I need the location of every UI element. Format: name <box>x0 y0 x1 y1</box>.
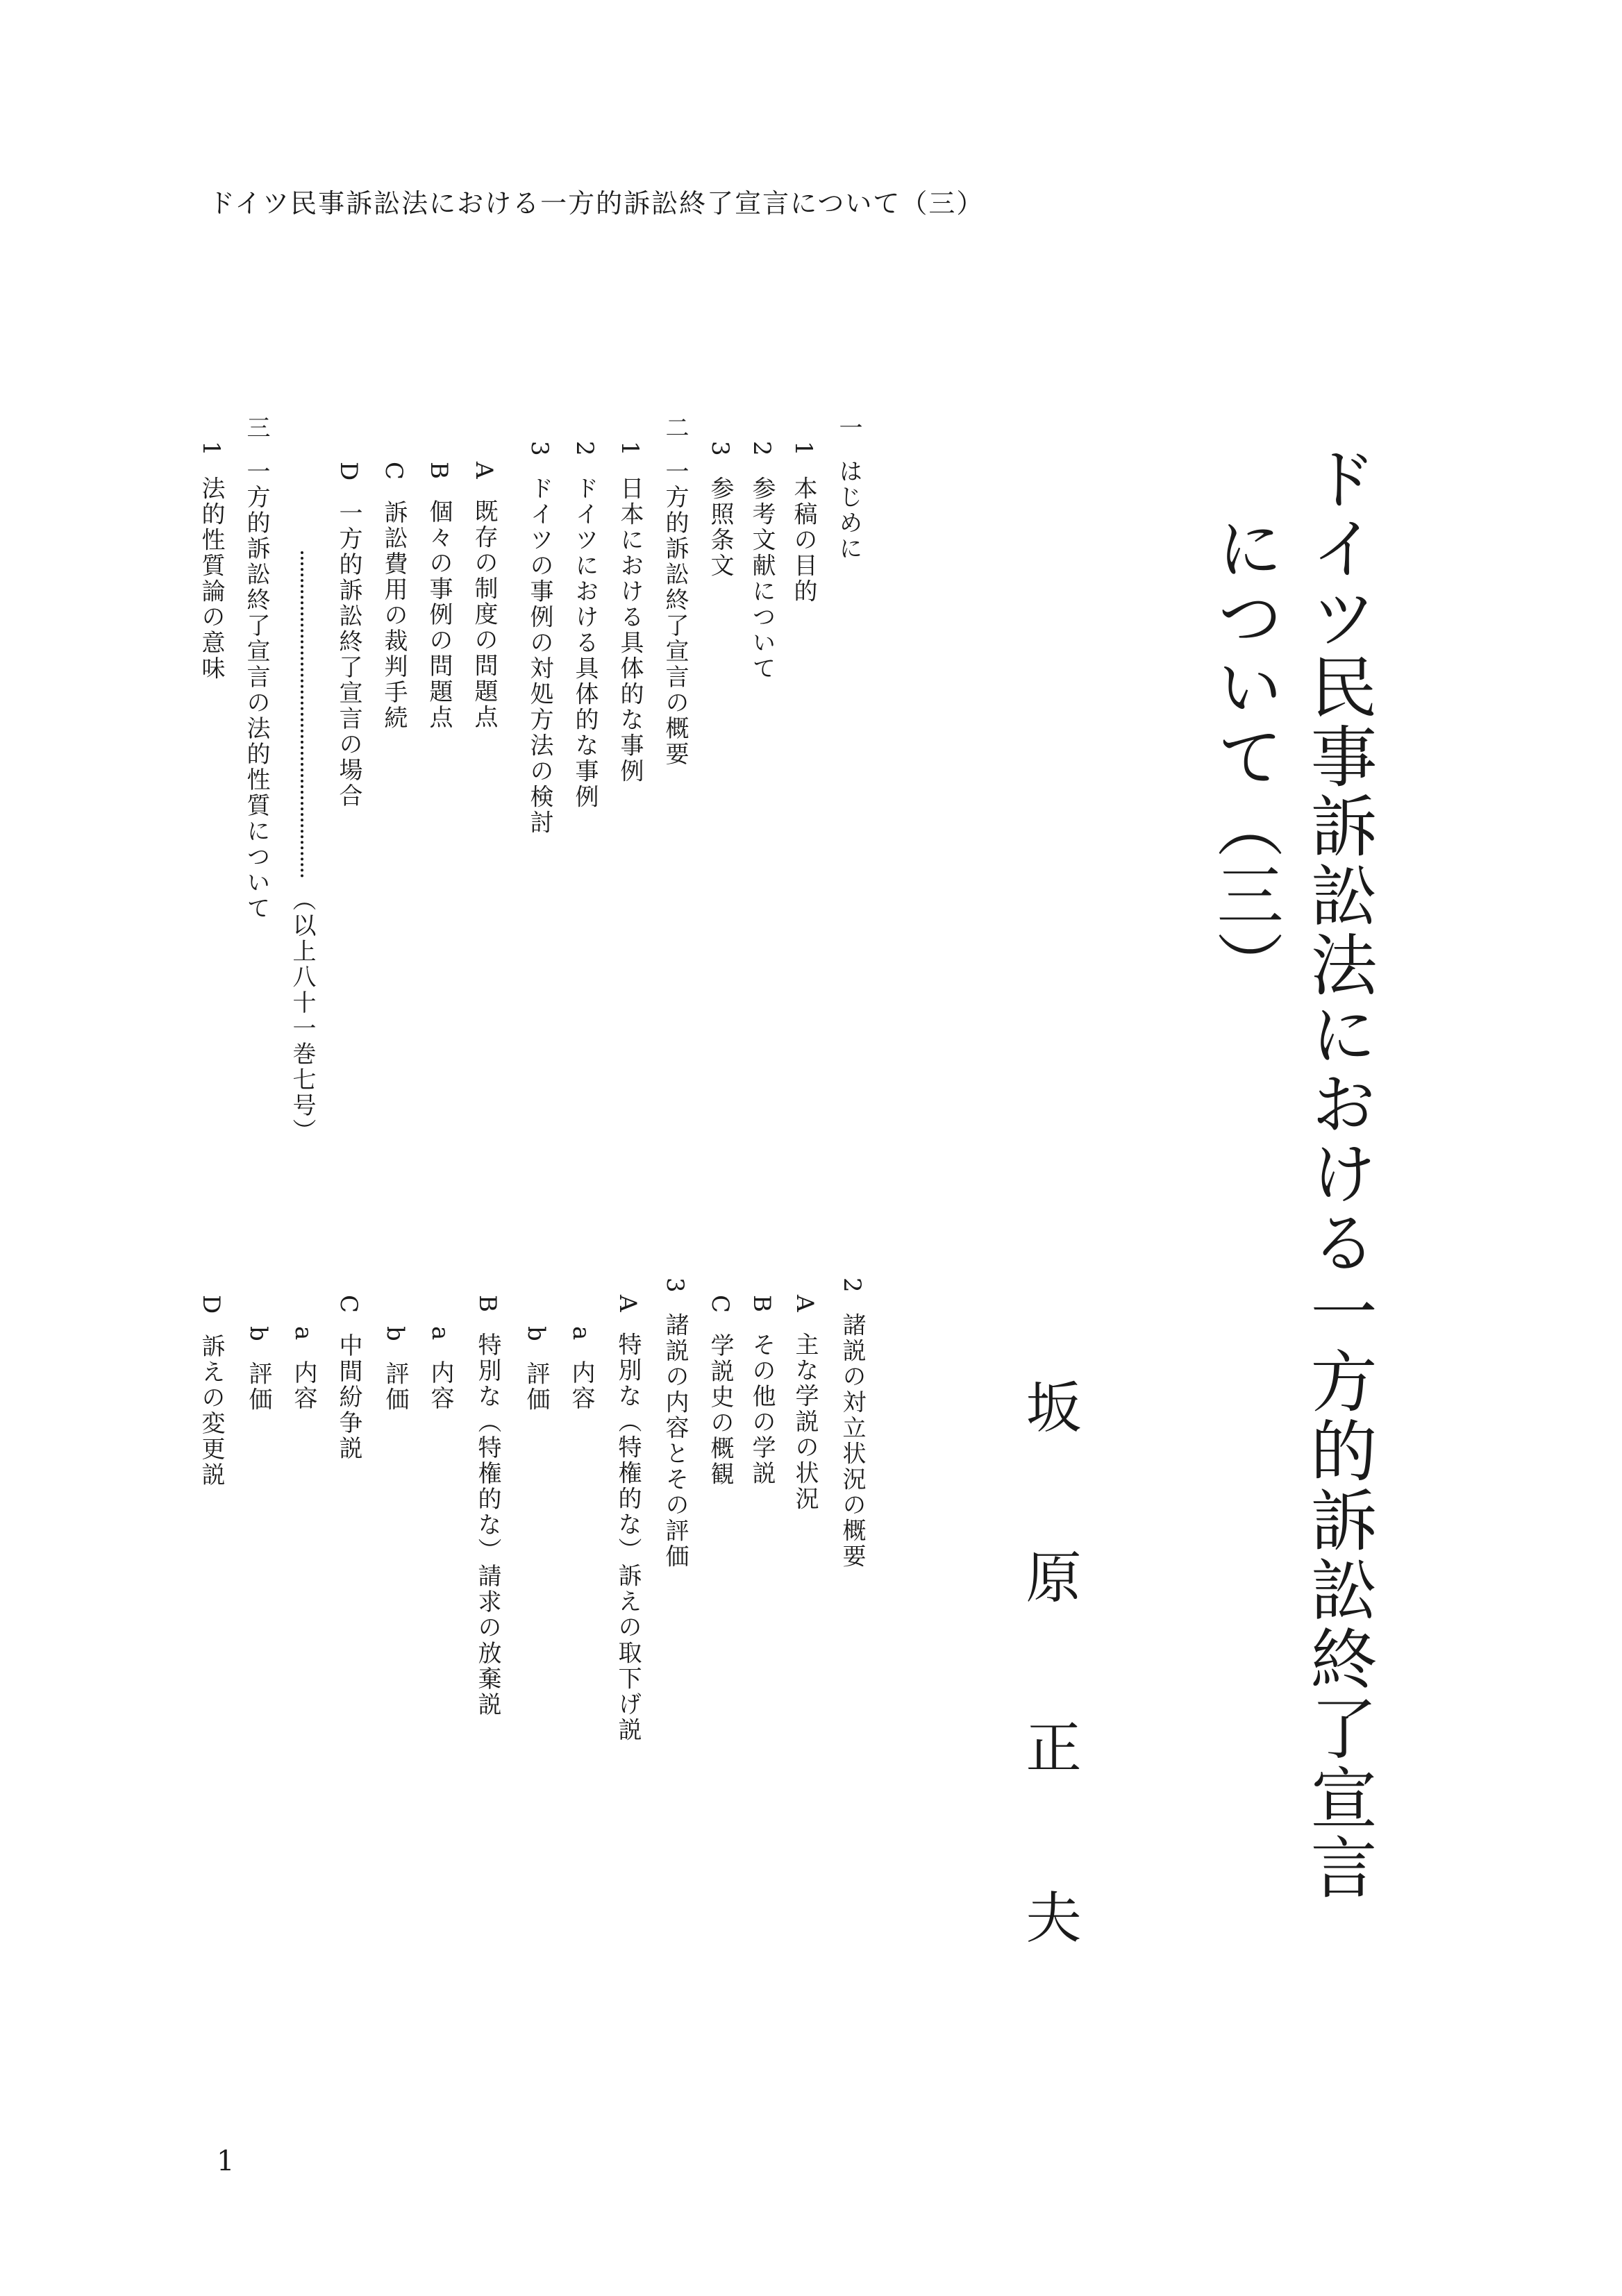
toc-entry-number: 1 <box>616 441 644 458</box>
toc-entry <box>793 1295 817 1512</box>
toc-entry <box>663 415 687 767</box>
toc-entry-label: 一方的訴訟終了宣言の場合 <box>335 501 362 810</box>
toc-entry-number: A <box>614 1295 642 1314</box>
toc-entry-number: 3 <box>661 1277 689 1295</box>
toc-entry <box>708 441 732 579</box>
toc-entry-label: 評価 <box>244 1361 272 1413</box>
toc-entry-number: 三 <box>242 415 270 441</box>
toc-entry <box>837 415 860 562</box>
toc-entry-label: 評価 <box>522 1361 550 1413</box>
toc-entry-number: D <box>335 462 362 483</box>
toc-entry <box>476 1295 499 1718</box>
toc-entry-label: 中間紛争説 <box>335 1333 362 1462</box>
toc-entry <box>292 1326 315 1411</box>
toc-entry-label: はじめに <box>835 459 862 562</box>
toc-entry-number: 二 <box>661 415 689 441</box>
toc-entry-label: ドイツの事例の対処方法の検討 <box>526 476 553 836</box>
toc-entry <box>337 1295 360 1461</box>
toc-entry-label: 既存の制度の問題点 <box>470 498 498 730</box>
toc-entry <box>428 1326 452 1411</box>
toc-entry <box>244 415 268 921</box>
toc-entry <box>337 462 360 809</box>
toc-entry <box>750 441 774 682</box>
toc-entry-label: 日本における具体的な事例 <box>616 476 644 785</box>
toc-entry-number: C <box>380 462 408 483</box>
toc-entry-number: 一 <box>835 415 862 441</box>
toc-entry-label: 一方的訴訟終了宣言の概要 <box>661 459 689 767</box>
toc-entry-label: （以上八十一巻七号） <box>288 887 316 1144</box>
toc-entry-label: 訴えの変更説 <box>197 1334 225 1489</box>
author-name: 坂原正夫 <box>1017 1378 1081 2059</box>
toc-entry-label: 諸説の内容とその評価 <box>661 1312 689 1570</box>
toc-entry-number: 2 <box>748 441 776 458</box>
toc-entry-number: 2 <box>571 441 599 458</box>
toc-entry-number: C <box>706 1295 734 1316</box>
toc-entry-label: 主な学説の状況 <box>791 1332 819 1512</box>
toc-entry-label: 訴訟費用の裁判手続 <box>380 500 408 732</box>
toc-entry-number: D <box>197 1295 225 1316</box>
toc-entry-label: 評価 <box>381 1361 409 1413</box>
toc-entry <box>472 462 496 730</box>
toc-entry-label: 特別な（特権的な）請求の放棄説 <box>474 1332 501 1718</box>
title-line-1: ドイツ民事訴訟法における一方的訴訟終了宣言 <box>1300 444 1378 1902</box>
toc-entry <box>199 1295 223 1488</box>
toc-entry-label: ドイツにおける具体的な事例 <box>571 476 599 810</box>
toc-entry <box>524 1326 548 1413</box>
toc-entry <box>569 1326 593 1411</box>
toc-entry <box>383 1326 407 1413</box>
toc-entry-number: a <box>426 1326 454 1343</box>
page-number: 1 <box>217 2145 235 2177</box>
toc-entry-label: 内容 <box>567 1360 595 1412</box>
toc-entry-number: 3 <box>706 441 734 458</box>
toc-entry-number: C <box>335 1295 362 1316</box>
toc-entry <box>750 1295 774 1486</box>
toc-entry-label: 一方的訴訟終了宣言の法的性質について <box>242 459 270 921</box>
toc-entry-number: B <box>425 462 453 481</box>
toc-volume-note <box>290 542 314 1144</box>
toc-entry-label: 諸説の対立状況の概要 <box>838 1312 866 1570</box>
toc-entry <box>840 1277 864 1570</box>
leader-dots <box>301 551 303 878</box>
toc-entry <box>663 1277 687 1570</box>
toc-entry-label: 個々の事例の問題点 <box>425 499 453 730</box>
toc-entry <box>246 1326 270 1413</box>
toc-entry-number: b <box>381 1326 409 1343</box>
title-line-2: について（三） <box>1206 514 1284 1000</box>
toc-entry-number: B <box>474 1295 501 1314</box>
toc-entry-label: 参考文献について <box>748 476 776 682</box>
toc-entry-label: 参照条文 <box>706 476 734 579</box>
toc-entry-number: 3 <box>526 441 553 458</box>
toc-entry-number: A <box>791 1295 819 1314</box>
toc-entry-number: b <box>244 1326 272 1343</box>
toc-entry-label: 内容 <box>426 1360 454 1412</box>
toc-entry-number: 1 <box>789 441 817 458</box>
running-header: ドイツ民事訴訟法における一方的訴訟終了宣言について（三） <box>208 188 985 219</box>
toc-entry <box>528 441 551 836</box>
toc-entry-label: その他の学説 <box>748 1332 776 1486</box>
toc-entry-number: 1 <box>197 441 225 458</box>
toc-entry-number: A <box>470 462 498 481</box>
toc-entry <box>708 1295 732 1487</box>
toc-entry-number: 2 <box>838 1277 866 1295</box>
toc-entry-number: B <box>748 1295 776 1314</box>
toc-entry-number: a <box>290 1326 317 1343</box>
toc-entry <box>571 441 599 810</box>
toc-entry-label: 法的性質論の意味 <box>197 476 225 682</box>
toc-entry-label: 特別な（特権的な）訴えの取下げ説 <box>614 1332 642 1743</box>
toc-entry <box>789 441 817 605</box>
toc-entry <box>614 1295 642 1743</box>
toc-entry <box>618 441 642 785</box>
toc-entry-label: 本稿の目的 <box>789 476 817 605</box>
toc-entry <box>199 441 223 682</box>
toc-entry-number: a <box>567 1326 595 1343</box>
toc-entry <box>427 462 451 730</box>
toc-entry-number: b <box>522 1326 550 1343</box>
toc-entry-label: 内容 <box>290 1360 317 1412</box>
toc-entry-label: 学説史の概観 <box>706 1333 734 1488</box>
toc-entry <box>382 462 406 731</box>
